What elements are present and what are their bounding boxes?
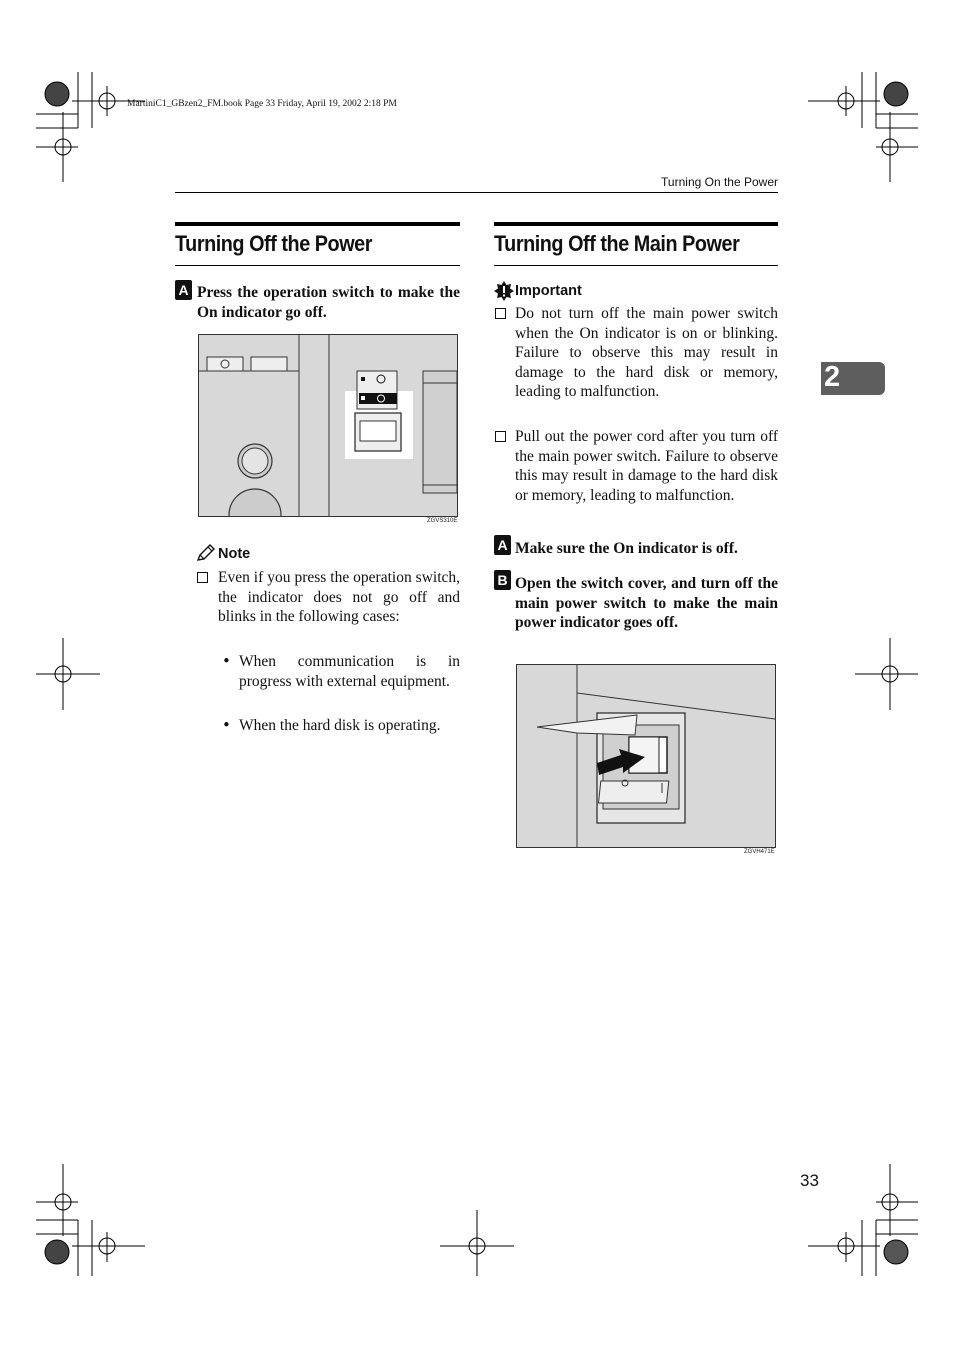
main-power-switch-figure xyxy=(516,664,776,848)
bullet-icon: • xyxy=(222,716,231,734)
header-rule xyxy=(175,192,778,193)
right-section-rule xyxy=(494,265,778,266)
important-heading: Important xyxy=(515,283,582,299)
step-1-text: Press the operation switch to make the On indicator go off. xyxy=(197,284,460,321)
step-1-number-right: A xyxy=(494,535,511,555)
note-bullet-1: When communication is in progress with external equipment. xyxy=(239,653,460,690)
step-1-text-right: Make sure the On indicator is off. xyxy=(515,540,738,557)
figure-1-label: ZGVS310E xyxy=(427,518,458,524)
book-info: MartiniC1_GBzen2_FM.book Page 33 Friday, April 19, 2002 2:18 PM xyxy=(127,99,397,109)
running-head: Turning On the Power xyxy=(661,175,778,189)
chapter-number: 2 xyxy=(824,361,841,393)
right-section-title: Turning Off the Main Power xyxy=(494,231,740,256)
left-section-rule xyxy=(175,265,460,266)
important-checkbox-icon xyxy=(495,431,506,442)
note-pencil-icon xyxy=(196,544,216,562)
main-power-switch-illustration xyxy=(517,665,775,847)
right-section-bar xyxy=(494,222,778,226)
chapter-tab xyxy=(821,362,885,395)
note-bullet-2: When the hard disk is operating. xyxy=(239,717,441,734)
important-item-1: Do not turn off the main power switch when the On indicator is on or blinking. Failure to observe this may result in damage to the hard disk or memory, leading to malfunction. xyxy=(515,305,778,400)
important-item-2: Pull out the power cord after you turn off the main power switch. Failure to observe this may result in damage to the hard disk or memory, leading to malfunction. xyxy=(515,428,778,504)
important-icon xyxy=(494,281,514,301)
step-2-number: B xyxy=(494,570,511,590)
left-section-title: Turning Off the Power xyxy=(175,231,372,256)
figure-2-label: ZGVH471E xyxy=(744,849,775,855)
step-1-number: A xyxy=(175,280,192,300)
step-2-text: Open the switch cover, and turn off the main power switch to make the main power indicator goes off. xyxy=(515,575,778,631)
control-panel-figure xyxy=(198,334,458,517)
page-number: 33 xyxy=(800,1171,819,1190)
note-heading: Note xyxy=(218,546,251,562)
left-section-bar xyxy=(175,222,460,226)
control-panel-illustration xyxy=(199,335,457,516)
bullet-icon: • xyxy=(222,652,231,670)
important-checkbox-icon xyxy=(495,308,506,319)
note-checkbox-icon xyxy=(197,572,208,583)
note-item-text: Even if you press the operation switch, the indicator does not go off and blinks in the following cases: xyxy=(218,569,460,625)
